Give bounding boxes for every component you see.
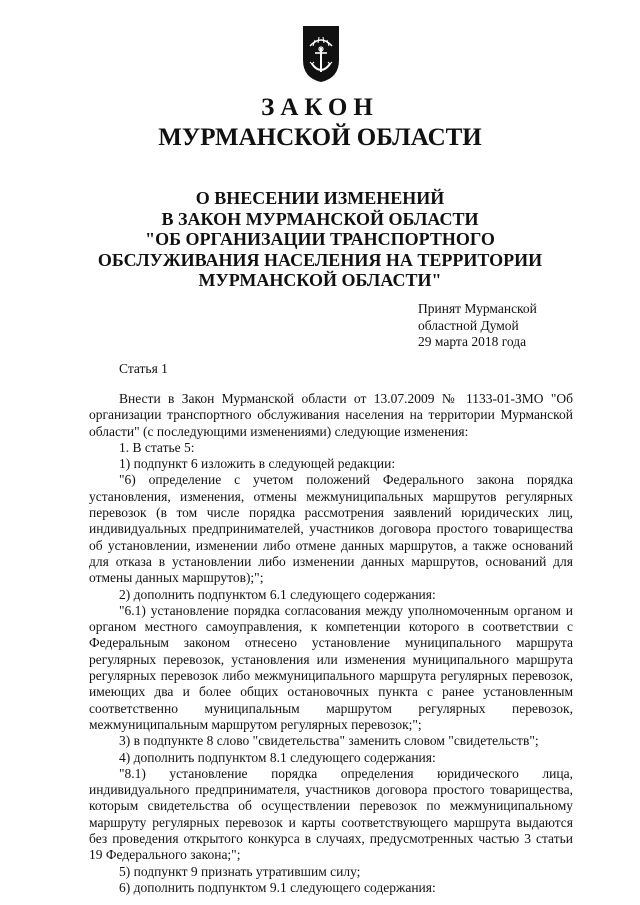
title-line: О ВНЕСЕНИИ ИЗМЕНЕНИЙ	[195, 188, 445, 208]
title-line: ОБСЛУЖИВАНИЯ НАСЕЛЕНИЯ НА ТЕРРИТОРИИ	[97, 249, 543, 270]
law-body	[89, 391, 573, 896]
law-heading: ЗАКОН	[261, 94, 379, 121]
adoption-date: 29 марта 2018 года	[418, 334, 527, 349]
murmansk-coat-of-arms-icon	[301, 24, 341, 84]
article-heading: Статья 1	[119, 361, 168, 376]
adoption-line: областной Думой	[418, 317, 519, 333]
intro-paragraph: Внести в Закон Мурманской области от 13.07.2009 № 1133-01-ЗМО "Об организации транспортного обслуживания населения на территории Мурманской области" (с последующими изменениями) следующие изменения:	[89, 391, 573, 439]
law-title	[60, 188, 580, 291]
quote-subitem-6: "6) определение с учетом положений Федерального закона порядка установления, изменения, отмены межмуниципальных маршрутов регулярных перевозок (в том числе порядка рассмотрения заявлений юридических лиц, индивидуальных предпринимателей, участников договора простого товарищества об установлении, изменении либо отмене данных маршрутов, а также оснований для отказа в установлении либо изменении данных маршрутов, оснований для отмены данных маршрутов);";	[89, 472, 573, 586]
quote-subitem-8-1: "8.1) установление порядка определения юридического лица, индивидуального предпринимателя, участников договора простого товарищества, которым свидетельства об осуществлении перевозок по межмуниципальному маршруту регулярных перевозок и карты соответствующего маршрута выдаются без проведения открытого конкурса в случаях, предусмотренных частью 3 статьи 19 Федерального закона;";	[89, 765, 573, 863]
title-line: МУРМАНСКОЙ ОБЛАСТИ"	[198, 270, 442, 290]
subitem-4: 4) дополнить подпунктом 8.1 следующего содержания:	[119, 749, 436, 765]
subitem-2: 2) дополнить подпунктом 6.1 следующего содержания:	[119, 586, 436, 602]
subitem-6: 6) дополнить подпунктом 9.1 следующего содержания:	[119, 879, 436, 895]
title-line: "ОБ ОРГАНИЗАЦИИ ТРАНСПОРТНОГО	[145, 229, 495, 249]
region-heading: МУРМАНСКОЙ ОБЛАСТИ	[158, 124, 482, 151]
title-line: В ЗАКОН МУРМАНСКОЙ ОБЛАСТИ	[161, 208, 479, 229]
adoption-line: Принят Мурманской	[418, 301, 537, 316]
subitem-5: 5) подпункт 9 признать утратившим силу;	[119, 863, 361, 879]
adoption-note	[418, 301, 537, 351]
quote-subitem-6-1: "6.1) установление порядка согласования между уполномоченным органом и органом местного самоуправления, к компетенции которого в соответствии с Федеральным законом отнесено установление муниципального маршрута регулярных перевозок, установления или изменения муниципального маршрута регулярных перевозок либо межмуниципального маршрута регулярных перевозок, имеющих два и более общих остановочных пункта с ранее установленным соответственно муниципальным маршрутом регулярных перевозок, межмуниципальным маршрутом регулярных перевозок;";	[89, 602, 573, 732]
subitem-3: 3) в подпункте 8 слово "свидетельства" заменить словом "свидетельств";	[119, 733, 539, 749]
item-1: 1. В статье 5:	[119, 439, 195, 455]
subitem-1: 1) подпункт 6 изложить в следующей редакции:	[119, 456, 396, 472]
